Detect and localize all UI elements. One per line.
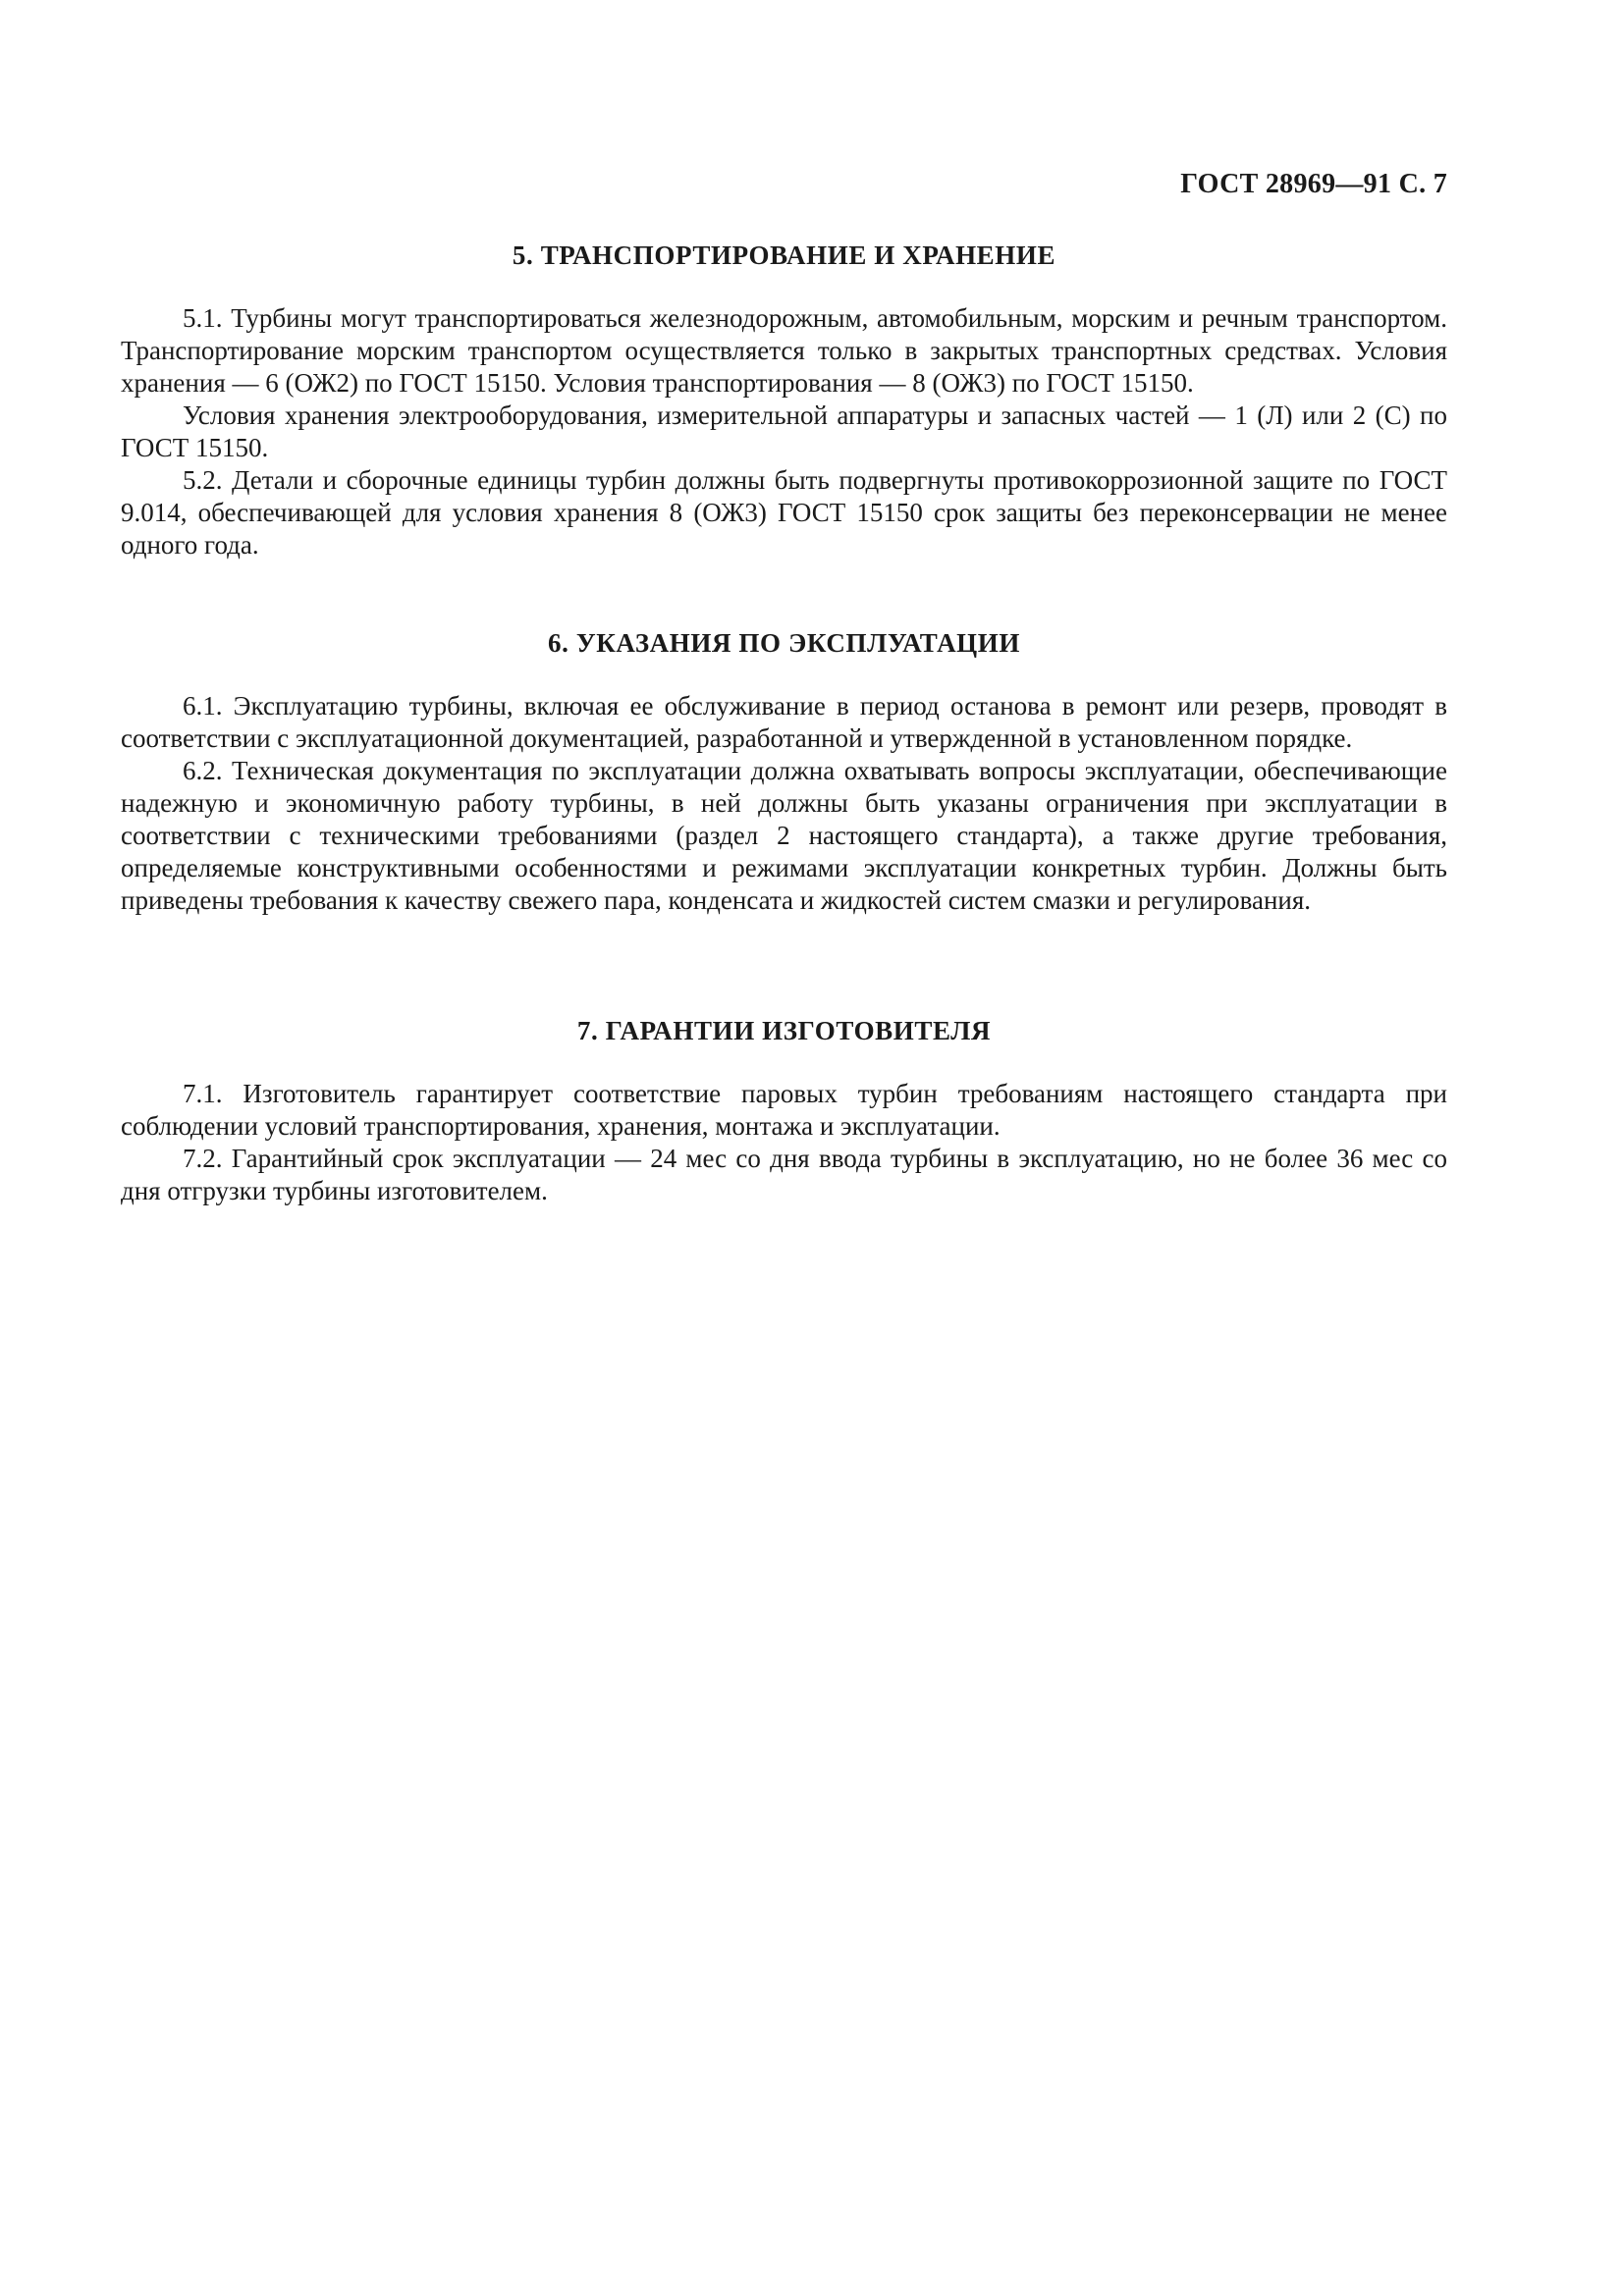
paragraph: 6.2. Техническая документация по эксплуатации должна охватывать вопросы эксплуатации, обеспечивающие надежную и экономичную работу турбины, в ней должны быть указаны ограничения при эксплуатации в соответствии с техническими требованиями (раздел 2 настоящего стандарта), а также другие требования, определяемые конструктивными особенностями и режимами эксплуатации конкретных турбин. Должны быть приведены требования к качеству свежего пара, конденсата и жидкостей систем смазки и регулирования.	[121, 756, 1447, 915]
section-transport-storage	[121, 240, 1447, 561]
section-operation	[121, 628, 1447, 917]
section-title: 7. ГАРАНТИИ ИЗГОТОВИТЕЛЯ	[576, 1016, 992, 1045]
paragraph: 6.1. Эксплуатацию турбины, включая ее обслуживание в период останова в ремонт или резерв, проводят в соответствии с эксплуатационной документацией, разработанной и утвержденной в установленном порядке.	[121, 691, 1447, 753]
page-header: ГОСТ 28969—91 С. 7	[1180, 169, 1447, 199]
paragraph: Условия хранения электрооборудования, измерительной аппаратуры и запасных частей — 1 (Л) или 2 (С) по ГОСТ 15150.	[121, 400, 1447, 462]
paragraph: 7.2. Гарантийный срок эксплуатации — 24 мес со дня ввода турбины в эксплуатацию, но не более 36 мес со дня отгрузки турбины изготовителем.	[121, 1144, 1447, 1205]
section-warranty	[121, 1016, 1447, 1207]
section-title: 6. УКАЗАНИЯ ПО ЭКСПЛУАТАЦИИ	[548, 628, 1020, 658]
paragraph: 7.1. Изготовитель гарантирует соответствие паровых турбин требованиям настоящего стандарта при соблюдении условий транспортирования, хранения, монтажа и эксплуатации.	[121, 1079, 1447, 1141]
section-title: 5. ТРАНСПОРТИРОВАНИЕ И ХРАНЕНИЕ	[512, 240, 1056, 270]
paragraph: 5.1. Турбины могут транспортироваться железнодорожным, автомобильным, морским и речным транспортом. Транспортирование морским транспортом осуществляется только в закрытых транспортных средствах. Условия хранения — 6 (ОЖ2) по ГОСТ 15150. Условия транспортирования — 8 (ОЖ3) по ГОСТ 15150.	[121, 303, 1447, 398]
paragraph: 5.2. Детали и сборочные единицы турбин должны быть подвергнуты противокоррозионной защите по ГОСТ 9.014, обеспечивающей для условия хранения 8 (ОЖ3) ГОСТ 15150 срок защиты без переконсервации не менее одного года.	[121, 465, 1447, 560]
